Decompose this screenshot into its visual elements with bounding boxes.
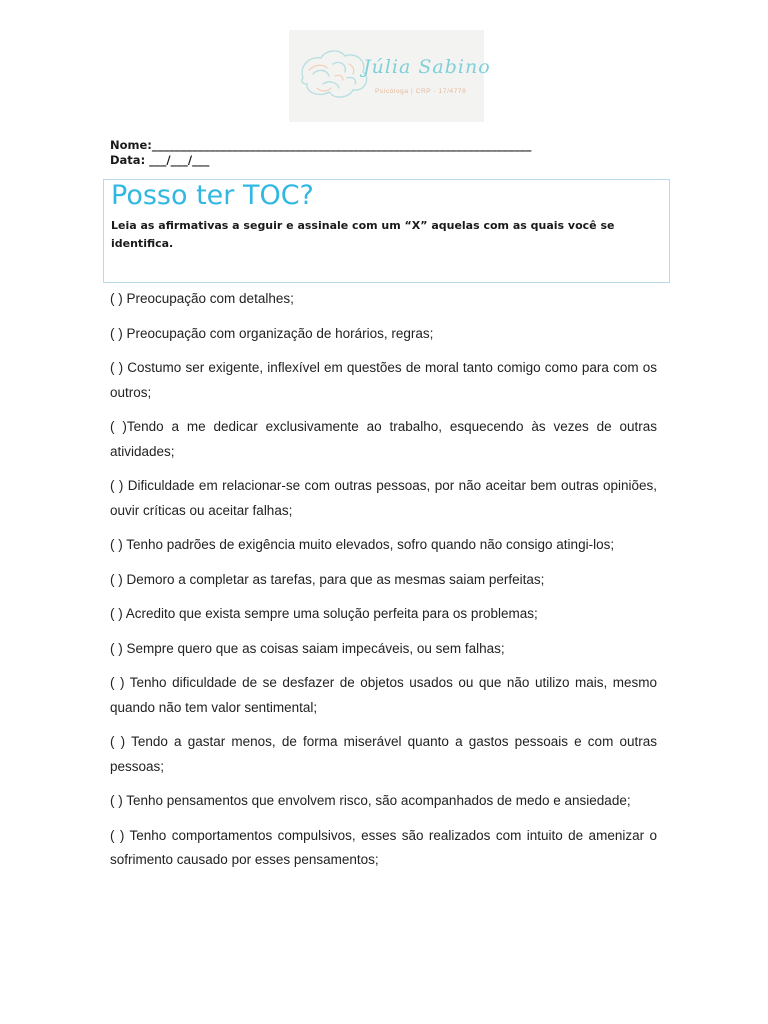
checklist-item[interactable]: ( ) Tenho pensamentos que envolvem risco, são acompanhados de medo e ansiedade; xyxy=(110,793,631,808)
logo-subtitle: Psicóloga | CRP - 17/4778 xyxy=(375,88,467,95)
logo-name: Júlia Sabino xyxy=(363,56,491,78)
checklist-item[interactable]: ( ) Tenho dificuldade de se desfazer de objetos usados ou que não utilizo mais, mesmo quando não tem valor sentimental; xyxy=(110,675,657,715)
checklist-item[interactable]: ( ) Tenho comportamentos compulsivos, esses são realizados com intuito de amenizar o sofrimento causado por esses pensamentos; xyxy=(110,827,657,867)
checklist xyxy=(110,287,657,883)
checklist-item[interactable]: ( ) Dificuldade em relacionar-se com outras pessoas, por não aceitar bem outras opiniões, ouvir críticas ou aceitar falhas; xyxy=(110,478,657,518)
name-field[interactable]: Nome:__________________________________________________________________ xyxy=(110,138,532,152)
checklist-item[interactable]: ( )Tendo a me dedicar exclusivamente ao trabalho, esquecendo às vezes de outras atividades; xyxy=(110,419,657,459)
title-box xyxy=(103,179,670,283)
checklist-item[interactable]: ( ) Sempre quero que as coisas saiam impecáveis, ou sem falhas; xyxy=(110,640,505,656)
instructions: Leia as afirmativas a seguir e assinale com um “X” aquelas com as quais você se identifica. xyxy=(111,219,615,250)
header-fields xyxy=(110,138,531,168)
checklist-item[interactable]: ( ) Acredito que exista sempre uma solução perfeita para os problemas; xyxy=(110,606,538,621)
checklist-item[interactable]: ( ) Demoro a completar as tarefas, para que as mesmas saiam perfeitas; xyxy=(110,571,545,587)
page-title: Posso ter TOC? xyxy=(111,180,314,211)
checklist-item[interactable]: ( ) Preocupação com detalhes; xyxy=(110,291,294,306)
checklist-item[interactable]: ( ) Costumo ser exigente, inflexível em questões de moral tanto comigo como para com os outros; xyxy=(110,360,657,400)
checklist-item[interactable]: ( ) Tenho padrões de exigência muito elevados, sofro quando não consigo atingi-los; xyxy=(110,537,615,552)
date-field[interactable]: Data: ___/___/___ xyxy=(110,153,210,167)
checklist-item[interactable]: ( ) Tendo a gastar menos, de forma miserável quanto a gastos pessoais e com outras pessoas; xyxy=(110,734,657,774)
logo xyxy=(289,30,491,122)
checklist-item[interactable]: ( ) Preocupação com organização de horários, regras; xyxy=(110,325,434,341)
